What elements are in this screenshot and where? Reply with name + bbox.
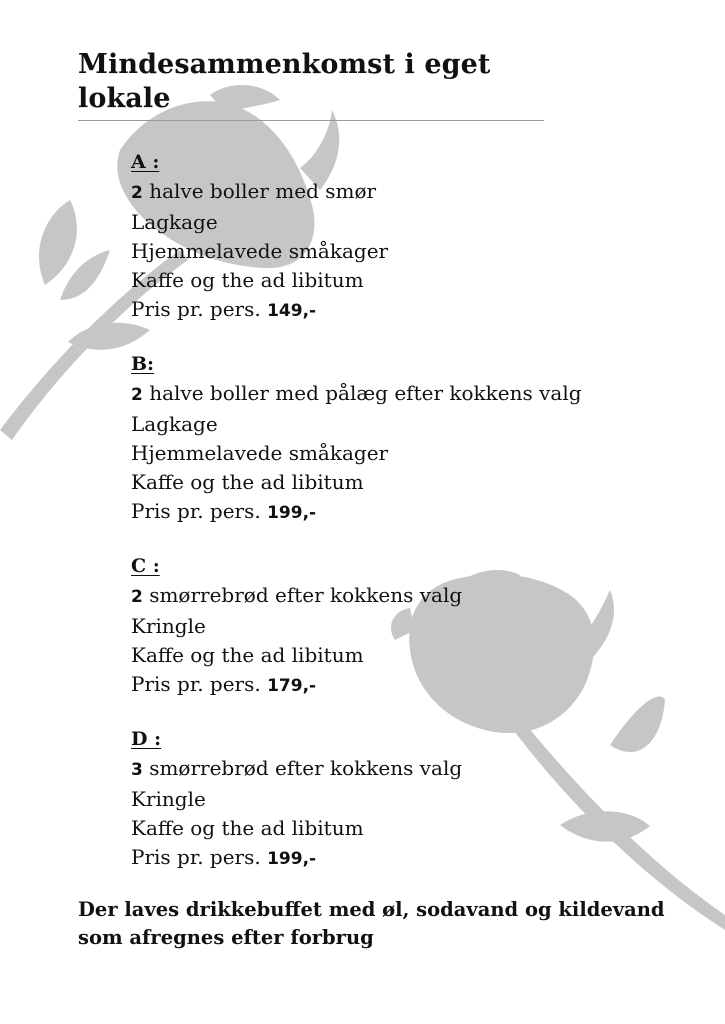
item-quantity: 2 [131,385,143,405]
menu-item [131,581,651,612]
menu-item: Kaffe og the ad libitum [131,470,364,494]
price-line [131,843,651,874]
price-amount: 179,- [267,676,317,696]
price-label: Pris pr. pers. [131,845,268,869]
item-quantity: 2 [131,587,143,607]
section-label: A : [131,151,160,173]
item-quantity: 2 [131,183,143,203]
price-amount: 199,- [267,503,317,523]
menu-list [131,148,651,898]
item-text: halve boller med pålæg efter kokkens valg [142,381,582,405]
section-label: C : [131,555,160,577]
item-text: smørrebrød efter kokkens valg [142,583,463,607]
menu-section-d [131,725,651,874]
section-label: B: [131,353,155,375]
price-amount: 199,- [267,849,317,869]
drinks-note [78,896,698,952]
item-quantity: 3 [131,760,143,780]
menu-item: Hjemmelavede småkager [131,441,389,465]
price-line [131,295,651,326]
menu-section-c [131,552,651,701]
menu-item: Kaffe og the ad libitum [131,643,364,667]
drinks-note-line: som afregnes efter forbrug [78,926,374,949]
menu-item [131,754,651,785]
price-label: Pris pr. pers. [131,672,268,696]
price-label: Pris pr. pers. [131,499,268,523]
price-label: Pris pr. pers. [131,297,268,321]
menu-item [131,379,651,410]
menu-section-b [131,350,651,528]
menu-item: Kringle [131,614,206,638]
menu-item: Hjemmelavede småkager [131,239,389,263]
menu-item: Kringle [131,787,206,811]
menu-item: Lagkage [131,412,218,436]
page-title: Mindesammenkomst i eget lokale [78,48,544,121]
item-text: smørrebrød efter kokkens valg [142,756,463,780]
section-label: D : [131,728,162,750]
price-line [131,497,651,528]
menu-item: Kaffe og the ad libitum [131,816,364,840]
price-line [131,670,651,701]
menu-item: Kaffe og the ad libitum [131,268,364,292]
drinks-note-line: Der laves drikkebuffet med øl, sodavand og kildevand [78,898,665,921]
menu-item [131,177,651,208]
item-text: halve boller med smør [142,179,377,203]
price-amount: 149,- [267,301,317,321]
menu-section-a [131,148,651,326]
menu-item: Lagkage [131,210,218,234]
